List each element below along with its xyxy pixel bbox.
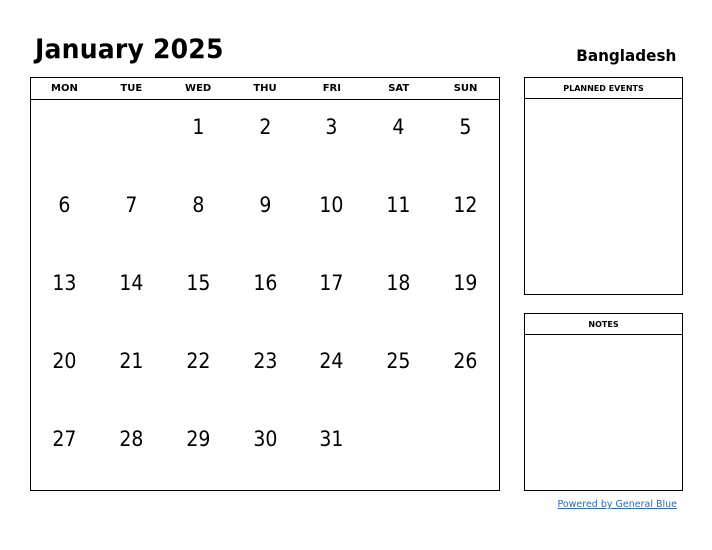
weekday-header — [31, 78, 499, 100]
day-cell: 27 — [52, 427, 77, 451]
day-cell: 23 — [252, 349, 278, 373]
day-cell: 5 — [459, 115, 472, 139]
day-cell: 24 — [319, 349, 344, 373]
weekday-wed: WED — [185, 83, 212, 94]
weekday-tue: TUE — [120, 83, 143, 94]
notes-panel — [524, 313, 683, 491]
day-cell: 30 — [252, 427, 278, 451]
day-cell: 3 — [325, 115, 338, 139]
page-title: January 2025 — [35, 34, 224, 65]
weekday-sun: SUN — [453, 83, 478, 94]
day-cell: 19 — [453, 271, 478, 295]
day-cell: 16 — [252, 271, 278, 295]
planned-events-panel — [524, 77, 683, 295]
day-cell — [435, 412, 495, 490]
day-cell: 25 — [386, 349, 411, 373]
day-cell: 26 — [453, 349, 478, 373]
day-cell: 22 — [186, 349, 211, 373]
day-cell: 7 — [125, 193, 138, 217]
weekday-thu: THU — [253, 83, 277, 94]
day-cell: 14 — [119, 271, 144, 295]
day-cell: 11 — [386, 193, 411, 217]
day-cell — [369, 412, 429, 490]
day-cell: 18 — [386, 271, 411, 295]
day-cell: 13 — [52, 271, 77, 295]
day-cell: 2 — [258, 115, 272, 139]
day-cell: 1 — [192, 115, 205, 139]
day-cell — [101, 100, 161, 178]
day-cell: 28 — [119, 427, 144, 451]
weekday-fri: FRI — [322, 83, 341, 94]
weekday-mon: MON — [51, 83, 78, 94]
calendar-grid — [30, 77, 500, 491]
weekday-sat: SAT — [388, 83, 410, 94]
day-cell: 4 — [392, 115, 405, 139]
day-cell: 29 — [186, 427, 211, 451]
day-cell: 9 — [258, 193, 272, 217]
day-cell: 6 — [58, 193, 71, 217]
day-cell: 15 — [186, 271, 211, 295]
calendar-days — [31, 100, 499, 490]
powered-by-link[interactable]: Powered by General Blue — [557, 499, 677, 510]
day-cell: 21 — [119, 349, 144, 373]
notes-header: NOTES — [525, 314, 682, 335]
day-cell: 10 — [319, 193, 344, 217]
day-cell: 8 — [192, 193, 205, 217]
country-label: Bangladesh — [575, 46, 676, 65]
day-cell: 31 — [319, 427, 344, 451]
planned-events-header: PLANNED EVENTS — [525, 78, 682, 99]
day-cell: 20 — [52, 349, 77, 373]
day-cell: 12 — [453, 193, 478, 217]
day-cell — [34, 100, 94, 178]
day-cell: 17 — [319, 271, 344, 295]
